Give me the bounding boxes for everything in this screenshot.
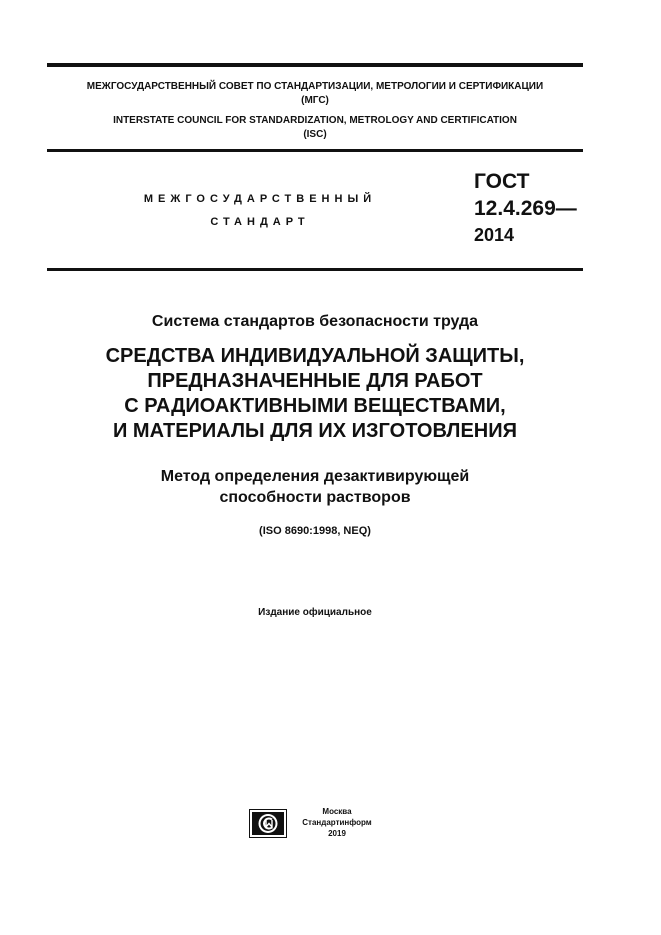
main-title-line1: СРЕДСТВА ИНДИВИДУАЛЬНОЙ ЗАЩИТЫ,: [105, 345, 525, 367]
gost-prefix: ГОСТ: [474, 170, 530, 193]
council-en-name: INTERSTATE COUNCIL FOR STANDARDIZATION, METROLOGY AND CERTIFICATION: [113, 115, 517, 126]
standard-type-line1: МЕЖГОСУДАРСТВЕННЫЙ: [143, 193, 377, 205]
main-title-line2: ПРЕДНАЗНАЧЕННЫЕ ДЛЯ РАБОТ: [147, 370, 483, 392]
council-header: [47, 80, 583, 142]
top-rule: [47, 63, 583, 67]
council-ru-name: МЕЖГОСУДАРСТВЕННЫЙ СОВЕТ ПО СТАНДАРТИЗАЦИИ, МЕТРОЛОГИИ И СЕРТИФИКАЦИИ: [86, 81, 544, 92]
standards-system-title: Система стандартов безопасности труда: [151, 313, 479, 330]
standartinform-logo-icon: [249, 809, 287, 838]
standard-type-label: [110, 188, 410, 234]
gost-year: 2014: [474, 225, 515, 245]
standard-bottom-rule: [47, 268, 583, 271]
iso-reference: (ISO 8690:1998, NEQ): [259, 525, 371, 537]
gost-designation: [474, 168, 577, 249]
method-subtitle-line2: способности растворов: [219, 489, 411, 506]
council-ru-abbr: (МГС): [301, 95, 329, 106]
main-title-line4: И МАТЕРИАЛЫ ДЛЯ ИХ ИЗГОТОВЛЕНИЯ: [113, 420, 517, 442]
publisher-city: Москва: [322, 807, 352, 816]
council-en-abbr: (ISC): [303, 129, 327, 140]
header-bottom-rule: [47, 149, 583, 152]
method-subtitle-line1: Метод определения дезактивирующей: [160, 468, 470, 485]
publisher-block: [296, 806, 378, 839]
official-edition-label: Издание официальное: [258, 607, 372, 618]
publication-year: 2019: [328, 829, 346, 838]
main-title: [47, 344, 583, 444]
publisher-name: Стандартинформ: [302, 818, 372, 827]
gost-number: 12.4.269—: [474, 197, 577, 220]
method-subtitle: [47, 466, 583, 508]
main-title-line3: С РАДИОАКТИВНЫМИ ВЕЩЕСТВАМИ,: [124, 395, 506, 417]
standard-type-line2: СТАНДАРТ: [210, 216, 310, 228]
